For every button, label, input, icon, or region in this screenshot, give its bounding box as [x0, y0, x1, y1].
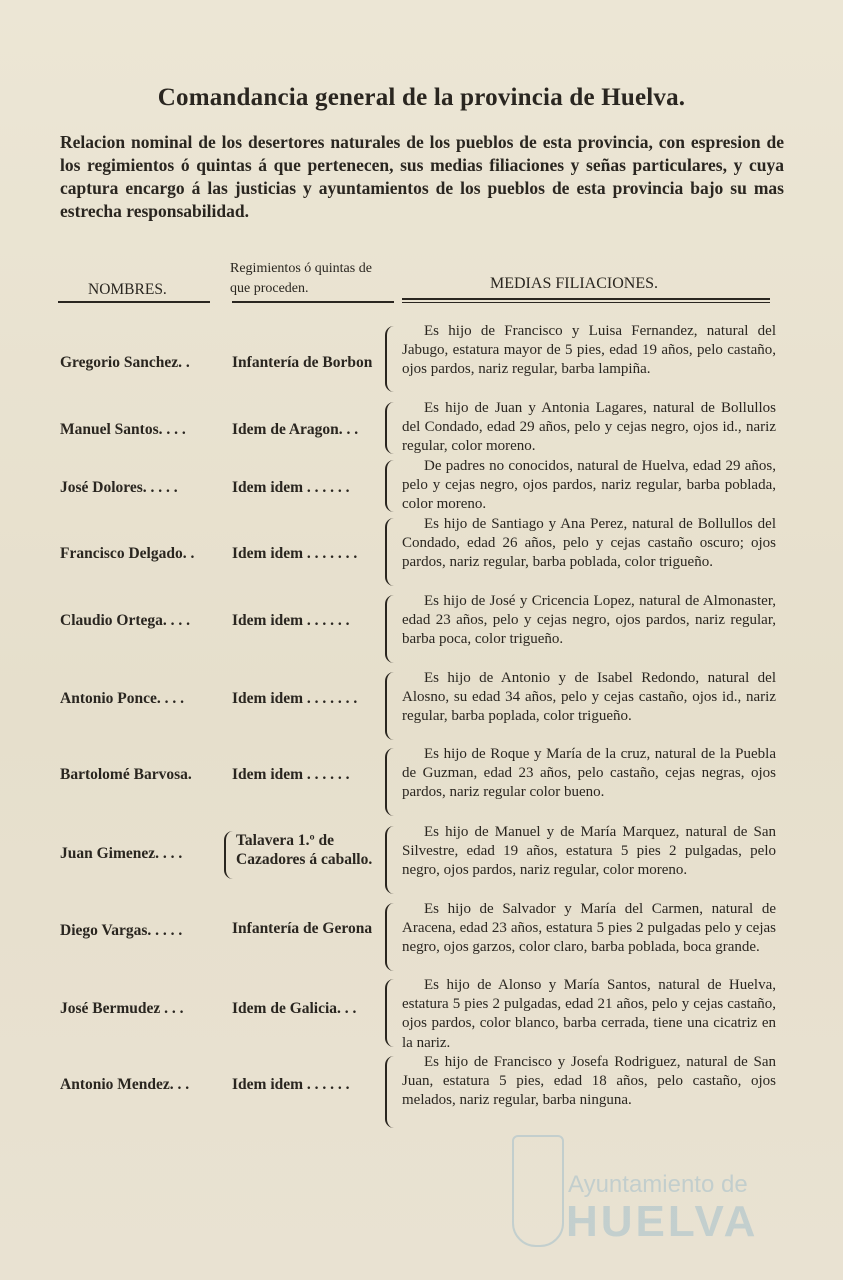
description: Es hijo de José y Cricencia Lopez, natural de Almonaster, edad 23 años, pelo y cejas negro, ojos pardos, nariz regular, barba poca, color trigueño. [402, 593, 776, 648]
deserter-name: Diego Vargas. . . . . [60, 922, 183, 939]
header-rule-medias [402, 298, 770, 300]
deserter-name: José Bermudez . . . [60, 1000, 184, 1017]
description: Es hijo de Antonio y de Isabel Redondo, natural del Alosno, su edad 34 años, pelo y cejas castaño, ojos id., nariz regular, barba poplada, color trigueño. [402, 670, 776, 725]
brace [385, 1056, 398, 1128]
regiment: Idem de Aragon. . . [232, 421, 359, 438]
brace [224, 831, 234, 879]
watermark-line2: HUELVA [566, 1197, 759, 1246]
deserter-name: Francisco Delgado. . [60, 545, 195, 562]
brace [385, 595, 398, 663]
regiment: Idem idem . . . . . . [232, 612, 350, 629]
brace [385, 826, 398, 894]
brace [385, 903, 398, 971]
watermark [512, 1135, 780, 1245]
header-rule-nombres [58, 301, 210, 303]
description: De padres no conocidos, natural de Huelva, edad 29 años, pelo y cejas negro, ojos pardos, nariz regular, barba poblada, color moreno. [402, 458, 776, 513]
header-rule-medias-thin [402, 302, 770, 303]
brace [385, 402, 398, 454]
deserter-name: Gregorio Sanchez. . [60, 354, 190, 371]
column-header-nombres: NOMBRES. [88, 281, 167, 298]
regiment: Idem idem . . . . . . [232, 1076, 350, 1093]
deserter-name: Claudio Ortega. . . . [60, 612, 191, 629]
brace [385, 460, 398, 512]
header-rule-regimientos [232, 301, 394, 303]
regiment: Infantería de Borbon [232, 354, 373, 371]
deserter-name: Antonio Mendez. . . [60, 1076, 190, 1093]
deserter-name: Antonio Ponce. . . . [60, 690, 184, 707]
description: Es hijo de Manuel y de María Marquez, natural de San Silvestre, edad 19 años, estatura 5 pies 2 pulgadas, pelo negro, ojos pardos, nariz regular, color moreno. [402, 824, 776, 879]
regiment: Talavera 1.º de Cazadores á caballo. [236, 832, 373, 868]
description: Es hijo de Roque y María de la cruz, natural de la Puebla de Guzman, edad 23 años, pelo castaño, cejas negras, ojos pardos, nariz regular color bueno. [402, 746, 776, 801]
regiment: Idem idem . . . . . . . [232, 690, 358, 707]
description: Es hijo de Santiago y Ana Perez, natural de Bollullos del Condado, edad 26 años, pelo y cejas castaño oscuro; ojos pardos, nariz regular, barba poblada, color trigueño. [402, 516, 776, 571]
brace [385, 748, 398, 816]
document-title: Comandancia general de la provincia de Huelva. [157, 84, 686, 111]
watermark-line1: Ayuntamiento de [568, 1171, 748, 1198]
deserter-name: Bartolomé Barvosa. [60, 766, 192, 783]
description: Es hijo de Alonso y María Santos, natural de Huelva, estatura 5 pies 2 pulgadas, edad 21 años, pelo y cejas castaño, ojos pardos, color blanco, barba cerrada, tiene una cicatriz en la nariz. [402, 977, 776, 1051]
regiment: Idem idem . . . . . . . [232, 545, 358, 562]
description: Es hijo de Juan y Antonia Lagares, natural de Bollullos del Condado, edad 29 años, pelo y cejas negro, ojos id., nariz regular, color moreno. [402, 400, 776, 455]
deserter-name: José Dolores. . . . . [60, 479, 178, 496]
regiment: Idem idem . . . . . . [232, 766, 350, 783]
regiment: Infantería de Gerona [232, 920, 373, 937]
brace [385, 518, 398, 586]
regiment: Idem de Galicia. . . [232, 1000, 357, 1017]
description: Es hijo de Salvador y María del Carmen, natural de Aracena, edad 23 años, estatura 5 pies 2 pulgadas pelo y cejas negro, ojos garzos, color claro, barba poblada, boca grande. [402, 901, 776, 956]
brace [385, 979, 398, 1047]
column-header-regimientos: Regimientos ó quintas de que proceden. [230, 261, 372, 296]
brace [385, 672, 398, 740]
regiment: Idem idem . . . . . . [232, 479, 350, 496]
column-header-medias: MEDIAS FILIACIONES. [490, 275, 658, 292]
deserter-name: Manuel Santos. . . . [60, 421, 186, 438]
deserter-name: Juan Gimenez. . . . [60, 845, 183, 862]
seal-icon [512, 1135, 564, 1247]
description: Es hijo de Francisco y Luisa Fernandez, natural del Jabugo, estatura mayor de 5 pies, edad 19 años, pelo castaño, ojos pardos, nariz regular, barba lampiña. [402, 323, 776, 378]
intro-paragraph: Relacion nominal de los desertores naturales de los pueblos de esta provincia, con espresion de los regimientos ó quintas á que pertenecen, sus medias filiaciones y señas particulares, y cuya captura encargo á las justicias y ayuntamientos de los pueblos de esta provincia bajo su mas estrecha responsabilidad. [60, 132, 784, 221]
brace [385, 326, 398, 392]
description: Es hijo de Francisco y Josefa Rodriguez, natural de San Juan, estatura 5 pies, edad 18 años, pelo castaño, ojos melados, nariz regular, barba ninguna. [402, 1054, 776, 1109]
